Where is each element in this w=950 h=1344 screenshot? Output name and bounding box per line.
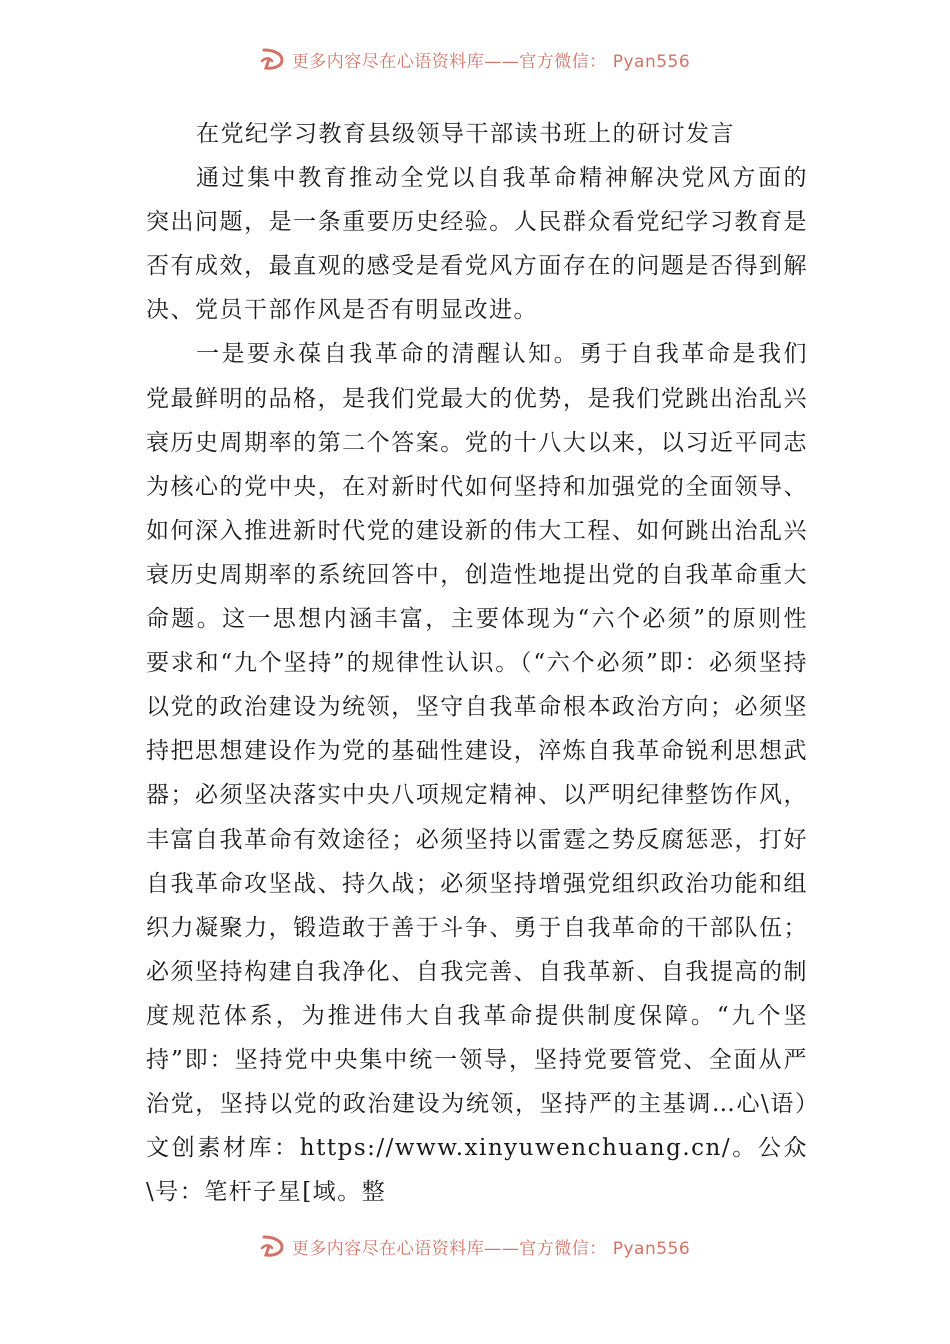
document-body	[146, 112, 808, 1214]
watermark-text: 更多内容尽在心语资料库——官方微信： Pyan556	[291, 1238, 691, 1259]
watermark-text: 更多内容尽在心语资料库——官方微信： Pyan556	[291, 51, 691, 72]
stylized-d-logo-icon	[260, 1234, 286, 1258]
paragraph: 一是要永葆自我革命的清醒认知。勇于自我革命是我们党最鲜明的品格，是我们党最大的优势，是我们党跳出治乱兴衰历史周期率的第二个答案。党的十八大以来，以习近平同志为核心的党中央，在对新时代如何坚持和加强党的全面领导、如何深入推进新时代党的建设新的伟大工程、如何跳出治乱兴衰历史周期率的系统回答中，创造性地提出党的自我革命重大命题。这一思想内涵丰富，主要体现为“六个必须”的原则性要求和“九个坚持”的规律性认识。（“六个必须”即：必须坚持以党的政治建设为统领，坚守自我革命根本政治方向；必须坚持把思想建设作为党的基础性建设，淬炼自我革命锐利思想武器；必须坚决落实中央八项规定精神、以严明纪律整饬作风，丰富自我革命有效途径；必须坚持以雷霆之势反腐惩恶，打好自我革命攻坚战、持久战；必须坚持增强党组织政治功能和组织力凝聚力，锻造敢于善于斗争、勇于自我革命的干部队伍；必须坚持构建自我净化、自我完善、自我革新、自我提高的制度规范体系，为推进伟大自我革命提供制度保障。“九个坚持”即：坚持党中央集中统一领导，坚持党要管党、全面从严治党，坚持以党的政治建设为统领，坚持严的主基调…心\语）文创素材库：https://www.xinyuwenchuang.cn/。公众\号：笔杆子星[域。整	[146, 341, 808, 1206]
footer-watermark	[0, 1231, 950, 1261]
document-title: 在党纪学习教育县级领导干部读书班上的研讨发言	[196, 121, 735, 147]
stylized-d-logo-icon	[260, 47, 286, 71]
header-watermark	[0, 44, 950, 74]
paragraph: 通过集中教育推动全党以自我革命精神解决党风方面的突出问题，是一条重要历史经验。人民群众看党纪学习教育是否有成效，最直观的感受是看党风方面存在的问题是否得到解决、党员干部作风是否有明显改进。	[146, 165, 808, 324]
